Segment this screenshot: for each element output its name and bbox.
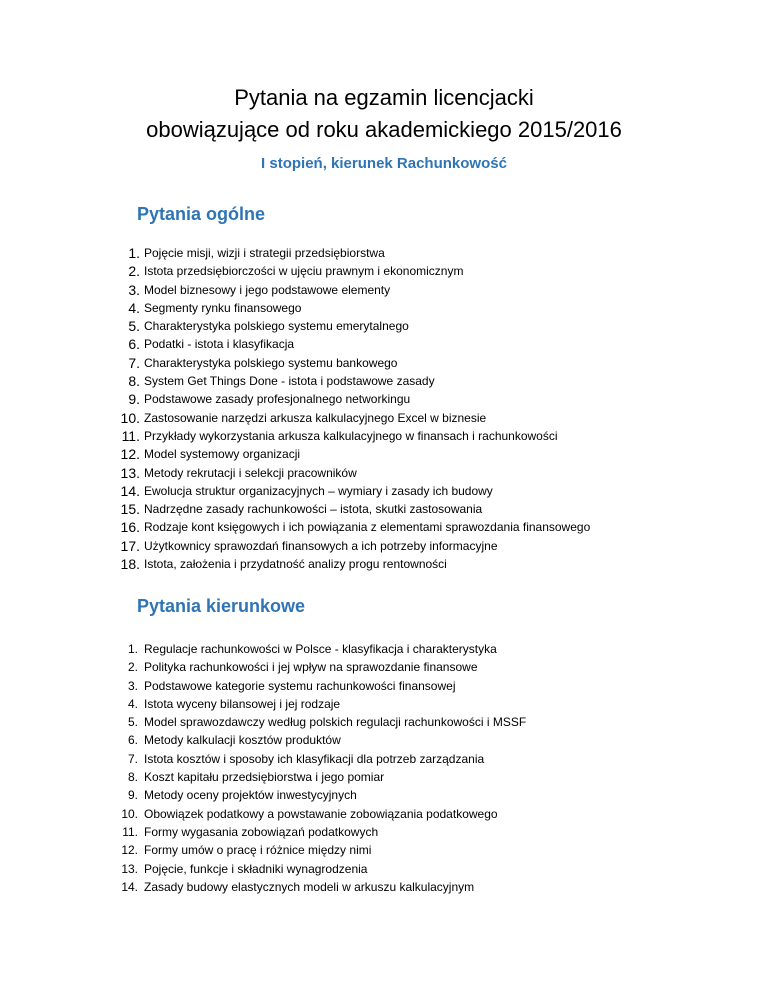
item-text: Model systemowy organizacji [144, 447, 301, 462]
document-subtitle: I stopień, kierunek Rachunkowość [261, 155, 507, 172]
item-number: 7. [128, 354, 140, 371]
item-text: Przykłady wykorzystania arkusza kalkulacyjnego w finansach i rachunkowości [144, 428, 558, 443]
item-number: 16. [120, 519, 140, 536]
item-text: Podatki - istota i klasyfikacja [144, 337, 295, 352]
item-number: 1. [127, 642, 138, 656]
item-number: 12. [120, 446, 140, 463]
item-text: Zasady budowy elastycznych modeli w arkuszu kalkulacyjnym [144, 879, 475, 894]
item-number: 10. [121, 806, 138, 821]
item-number: 6. [127, 733, 138, 748]
item-text: Rodzaje kont księgowych i ich powiązania z elementami sprawozdania finansowego [144, 520, 591, 535]
item-number: 14. [121, 879, 138, 894]
item-text: Użytkownicy sprawozdań finansowych a ich potrzeby informacyjne [144, 538, 498, 553]
item-number: 10. [120, 409, 140, 426]
item-number: 4. [127, 696, 138, 711]
item-number: 2. [128, 263, 140, 280]
section-heading-general: Pytania ogólne [137, 204, 266, 224]
item-text: Charakterystyka polskiego systemu emerytalnego [144, 319, 409, 334]
item-number: 13. [120, 464, 140, 481]
item-text: Metody rekrutacji i selekcji pracowników [144, 465, 357, 480]
item-text: Podstawowe kategorie systemu rachunkowości finansowej [144, 678, 456, 693]
item-text: Formy umów o pracę i różnice między nimi [144, 843, 372, 858]
item-number: 3. [128, 281, 140, 298]
item-text: Polityka rachunkowości i jej wpływ na sprawozdanie finansowe [144, 660, 478, 675]
item-number: 11. [122, 824, 138, 839]
item-text: Ewolucja struktur organizacyjnych – wymiary i zasady ich budowy [144, 483, 493, 498]
item-text: Istota kosztów i sposoby ich klasyfikacji dla potrzeb zarządzania [144, 751, 485, 766]
item-number: 12. [121, 843, 138, 858]
item-text: Regulacje rachunkowości w Polsce - klasyfikacja i charakterystyka [144, 642, 497, 656]
item-number: 11. [121, 427, 140, 444]
item-number: 8. [127, 770, 138, 785]
item-number: 5. [128, 318, 140, 335]
item-text: System Get Things Done - istota i podstawowe zasady [144, 374, 435, 389]
item-text: Charakterystyka polskiego systemu bankowego [144, 355, 398, 370]
item-text: Metody kalkulacji kosztów produktów [144, 733, 341, 748]
item-number: 4. [128, 299, 140, 316]
item-number: 6. [128, 336, 140, 353]
item-text: Koszt kapitału przedsiębiorstwa i jego pomiar [144, 770, 385, 785]
item-text: Segmenty rynku finansowego [144, 300, 302, 315]
item-number: 9. [127, 788, 138, 803]
item-text: Istota wyceny bilansowej i jej rodzaje [144, 696, 341, 711]
item-text: Pojęcie misji, wizji i strategii przedsiębiorstwa [144, 246, 385, 260]
item-text: Model sprawozdawczy według polskich regulacji rachunkowości i MSSF [144, 715, 527, 730]
item-text: Nadrzędne zasady rachunkowości – istota, skutki zastosowania [144, 502, 483, 517]
item-text: Model biznesowy i jego podstawowe elementy [144, 282, 391, 297]
item-text: Podstawowe zasady profesjonalnego networkingu [144, 392, 411, 407]
item-number: 18. [120, 556, 140, 573]
item-number: 1. [128, 245, 140, 261]
item-number: 3. [127, 678, 138, 693]
item-text: Pojęcie, funkcje i składniki wynagrodzenia [144, 861, 368, 876]
item-number: 9. [128, 391, 140, 408]
item-text: Obowiązek podatkowy a powstawanie zobowiązania podatkowego [144, 806, 498, 821]
item-number: 2. [127, 660, 138, 675]
title-line-1: Pytania na egzamin licencjacki [234, 85, 534, 110]
item-number: 7. [127, 751, 138, 766]
title-line-2: obowiązujące od roku akademickiego 2015/2016 [146, 117, 622, 142]
item-text: Formy wygasania zobowiązań podatkowych [144, 824, 379, 839]
item-number: 14. [120, 482, 140, 499]
item-number: 15. [120, 501, 140, 518]
item-number: 8. [128, 373, 140, 390]
item-text: Istota przedsiębiorczości w ujęciu prawnym i ekonomicznym [144, 264, 464, 279]
item-number: 17. [120, 537, 140, 554]
section-heading-major: Pytania kierunkowe [137, 596, 306, 616]
item-number: 13. [121, 861, 138, 876]
item-text: Istota, założenia i przydatność analizy progu rentowności [144, 557, 447, 572]
item-text: Zastosowanie narzędzi arkusza kalkulacyjnego Excel w biznesie [144, 410, 487, 425]
item-number: 5. [127, 715, 138, 730]
document-header [0, 82, 768, 174]
item-text: Metody oceny projektów inwestycyjnych [144, 788, 357, 803]
